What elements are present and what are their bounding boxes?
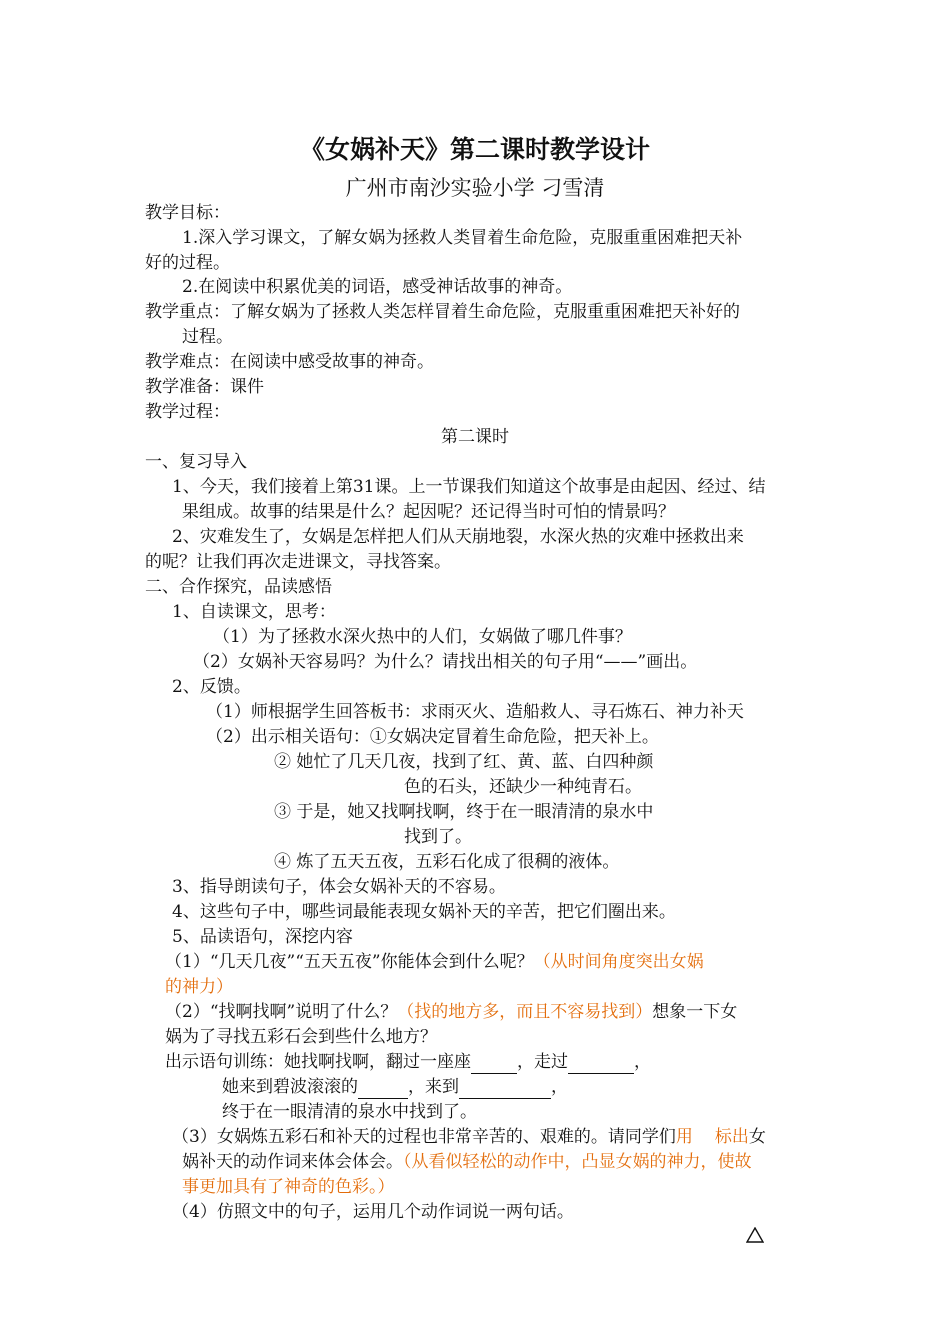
section-1-item-1-line-1: 1、今天，我们接着上第31课。上一节课我们知道这个故事是由起因、经过、结 <box>172 477 766 497</box>
reading-question-1-note-line-2: 的神力） <box>165 977 233 997</box>
reading-question-2 <box>165 1000 737 1024</box>
section-2-item-4: 4、这些句子中，哪些词最能表现女娲补天的辛苦，把它们圈出来。 <box>172 902 676 922</box>
section-2-item-2: 2、反馈。 <box>172 677 251 697</box>
feedback-board: （1）师根据学生回答板书：求雨灭火、造船救人、寻石炼石、神力补天 <box>206 702 744 722</box>
reading-question-3-note-a: 用 <box>675 1127 693 1147</box>
goal-1-line-2: 好的过程。 <box>145 253 230 273</box>
triangle-mark-icon <box>746 1227 764 1243</box>
drill-2-part-b: ，来到 <box>408 1077 459 1097</box>
feedback-sentence-1: （2）出示相关语句：①女娲决定冒着生命危险，把天补上。 <box>206 727 659 747</box>
drill-1-part-c: ， <box>634 1052 651 1072</box>
goals-label: 教学目标： <box>145 203 230 223</box>
lesson-heading: 第二课时 <box>441 427 509 447</box>
section-2-item-3: 3、指导朗读句子，体会女娲补天的不容易。 <box>172 877 506 897</box>
drill-blank-3[interactable] <box>358 1080 408 1099</box>
section-1-title: 一、复习导入 <box>145 452 247 472</box>
drill-1-part-b: ，走过 <box>517 1052 568 1072</box>
reading-question-1-text: （1）“几天几夜”“五天五夜”你能体会到什么呢？ <box>165 952 534 972</box>
sentence-drill-line-3: 终于在一眼清清的泉水中找到了。 <box>222 1102 477 1122</box>
process-label: 教学过程： <box>145 402 230 422</box>
goal-1-line-1: 1.深入学习课文，了解女娲为拯救人类冒着生命危险，克服重重困难把天补 <box>182 228 743 248</box>
drill-blank-4[interactable] <box>459 1080 551 1099</box>
feedback-sentence-2-line-2: 色的石头，还缺少一种纯青石。 <box>404 777 642 797</box>
reading-question-3 <box>172 1125 766 1149</box>
key-point-line-1: 教学重点：了解女娲为了拯救人类怎样冒着生命危险，克服重重困难把天补好的 <box>145 302 740 322</box>
document-author: 广州市南沙实验小学 刁雪清 <box>345 176 605 200</box>
feedback-sentence-3-line-2: 找到了。 <box>404 827 472 847</box>
difficulty-line: 教学难点：在阅读中感受故事的神奇。 <box>145 352 434 372</box>
reading-question-3-line-3-note: 事更加具有了神奇的色彩。） <box>182 1177 395 1197</box>
reading-question-2-note: （找的地方多，而且不容易找到） <box>397 1002 653 1022</box>
goal-2: 2.在阅读中积累优美的词语，感受神话故事的神奇。 <box>182 277 573 297</box>
reading-question-2-tail: 想象一下女 <box>652 1002 738 1022</box>
reading-question-2-line-2: 娲为了寻找五彩石会到些什么地方？ <box>165 1027 437 1047</box>
section-2-question-1: （1）为了拯救水深火热中的人们，女娲做了哪几件事？ <box>213 627 632 647</box>
section-1-item-2-line-1: 2、灾难发生了，女娲是怎样把人们从天崩地裂，水深火热的灾难中拯救出来 <box>172 527 744 547</box>
sentence-drill-line-2 <box>222 1075 568 1099</box>
feedback-sentence-3-line-1: ③ 于是，她又找啊找啊，终于在一眼清清的泉水中 <box>274 802 654 822</box>
reading-question-3-line-2 <box>182 1150 752 1174</box>
reading-question-3-tail: 女 <box>748 1127 766 1147</box>
drill-2-part-a: 她来到碧波滚滚的 <box>222 1077 358 1097</box>
key-point-line-2: 过程。 <box>182 327 233 347</box>
section-2-item-5: 5、品读语句，深挖内容 <box>172 927 353 947</box>
section-1-item-1-line-2: 果组成。故事的结果是什么？起因呢？还记得当时可怕的情景吗？ <box>182 502 675 522</box>
preparation-line: 教学准备：课件 <box>145 377 264 397</box>
reading-question-2-text: （2）“找啊找啊”说明了什么？ <box>165 1002 398 1022</box>
section-2-item-1: 1、自读课文，思考： <box>172 602 336 622</box>
feedback-sentence-4: ④ 炼了五天五夜，五彩石化成了很稠的液体。 <box>274 852 620 872</box>
reading-question-4: （4）仿照文中的句子，运用几个动作词说一两句话。 <box>172 1202 574 1222</box>
document-title: 《女娲补天》第二课时教学设计 <box>299 135 650 164</box>
reading-question-1-note: （从时间角度突出女娲 <box>533 952 704 972</box>
reading-question-1 <box>165 950 704 974</box>
drill-blank-1[interactable] <box>471 1055 517 1074</box>
reading-question-3-line-2-note: （从看似轻松的动作中，凸显女娲的神力，使故 <box>403 1152 752 1172</box>
reading-question-3-text: （3）女娲炼五彩石和补天的过程也非常辛苦的、艰难的。请同学们 <box>172 1127 676 1147</box>
sentence-drill-line-1 <box>165 1050 651 1074</box>
reading-question-3-line-2-text: 娲补天的动作词来体会体会。 <box>182 1152 403 1172</box>
section-2-question-2: （2）女娲补天容易吗？为什么？请找出相关的句子用“——”画出。 <box>193 652 698 672</box>
drill-blank-2[interactable] <box>568 1055 634 1074</box>
section-1-item-2-line-2: 的呢？让我们再次走进课文，寻找答案。 <box>145 552 451 572</box>
feedback-sentence-2-line-1: ② 她忙了几天几夜，找到了红、黄、蓝、白四种颜 <box>274 752 654 772</box>
drill-1-part-a: 出示语句训练：她找啊找啊，翻过一座座 <box>165 1052 471 1072</box>
drill-2-part-c: ， <box>551 1077 568 1097</box>
section-2-title: 二、合作探究，品读感悟 <box>145 577 332 597</box>
reading-question-3-note-b: 标出 <box>714 1127 749 1147</box>
